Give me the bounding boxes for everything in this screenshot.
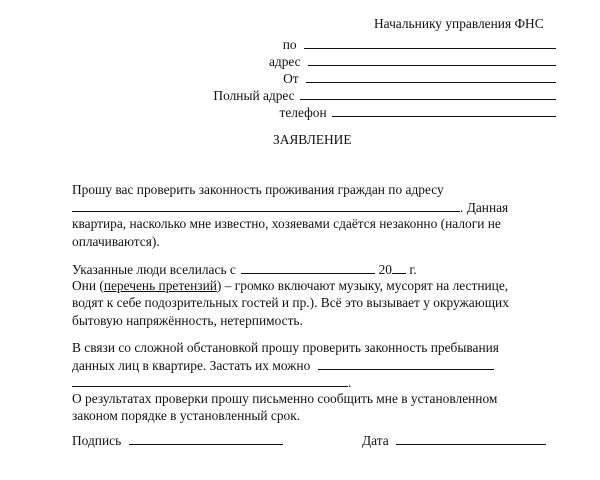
text-line bbox=[72, 260, 562, 277]
paragraph-2 bbox=[72, 260, 562, 329]
text-fragment: . bbox=[348, 375, 352, 391]
text-line: квартира, насколько мне известно, хозяевами сдаётся незаконно (налоги не bbox=[72, 216, 501, 232]
signature-field bbox=[72, 431, 283, 449]
header-field-address bbox=[269, 52, 556, 69]
document-header bbox=[0, 0, 600, 120]
paragraph-1 bbox=[72, 181, 562, 250]
text-fragment: . Данная bbox=[460, 200, 509, 216]
blank-line bbox=[332, 103, 556, 117]
blank-line bbox=[318, 356, 494, 370]
blank-line bbox=[72, 373, 348, 387]
header-field-label: телефон bbox=[279, 105, 327, 120]
paragraph-4 bbox=[72, 390, 562, 424]
text-line: водят к себе подозрительных гостей и пр.). Всё это вызывает у окружающих bbox=[72, 295, 509, 311]
signature-label: Подпись bbox=[72, 433, 122, 448]
text-line bbox=[72, 198, 562, 215]
header-field-phone bbox=[280, 103, 556, 120]
text-line: О результатах проверки прошу письменно сообщить мне в установленном bbox=[72, 391, 498, 406]
text-fragment: Указанные люди вселилась с bbox=[72, 262, 236, 277]
text-line: оплачиваются). bbox=[72, 233, 160, 249]
blank-line bbox=[392, 260, 406, 274]
blank-line bbox=[129, 431, 283, 445]
text-line: законом порядке в установленный срок. bbox=[72, 408, 301, 424]
blank-line bbox=[300, 86, 556, 100]
header-field-label: по bbox=[282, 37, 297, 52]
blank-line bbox=[304, 35, 556, 49]
header-field-po bbox=[283, 35, 556, 52]
text-fragment: Они ( bbox=[72, 278, 104, 294]
date-field bbox=[362, 431, 546, 449]
header-field-from bbox=[283, 69, 556, 86]
blank-line bbox=[72, 198, 460, 212]
header-field-label: От bbox=[283, 71, 299, 86]
blank-line bbox=[241, 260, 375, 274]
blank-line bbox=[308, 52, 556, 66]
addressee-line: Начальнику управления ФНС bbox=[374, 16, 544, 31]
text-fragment: данных лиц в квартире. Застать их можно bbox=[72, 358, 311, 374]
date-label: Дата bbox=[362, 433, 389, 448]
text-line bbox=[72, 373, 562, 390]
text-line: В связи со сложной обстановкой прошу проверить законность пребывания bbox=[72, 340, 499, 355]
text-line: бытовую напряжённость, нетерпимость. bbox=[72, 312, 303, 328]
text-line: Прошу вас проверить законность проживания граждан по адресу bbox=[72, 182, 444, 197]
blank-line bbox=[396, 431, 546, 445]
header-field-label: адрес bbox=[268, 54, 301, 69]
text-fragment: ) – громко включают музыку, мусорят на лестнице, bbox=[216, 278, 509, 294]
complaints-link[interactable]: перечень претензий bbox=[103, 278, 217, 294]
text-fragment: 20 bbox=[378, 262, 392, 277]
text-line bbox=[72, 277, 562, 294]
text-line bbox=[72, 356, 562, 373]
document-title: ЗАЯВЛЕНИЕ bbox=[273, 132, 352, 147]
header-field-full-address bbox=[213, 86, 556, 103]
paragraph-3 bbox=[72, 339, 562, 391]
header-field-label: Полный адрес bbox=[213, 88, 295, 103]
blank-line bbox=[306, 69, 556, 83]
text-fragment: г. bbox=[409, 262, 417, 277]
